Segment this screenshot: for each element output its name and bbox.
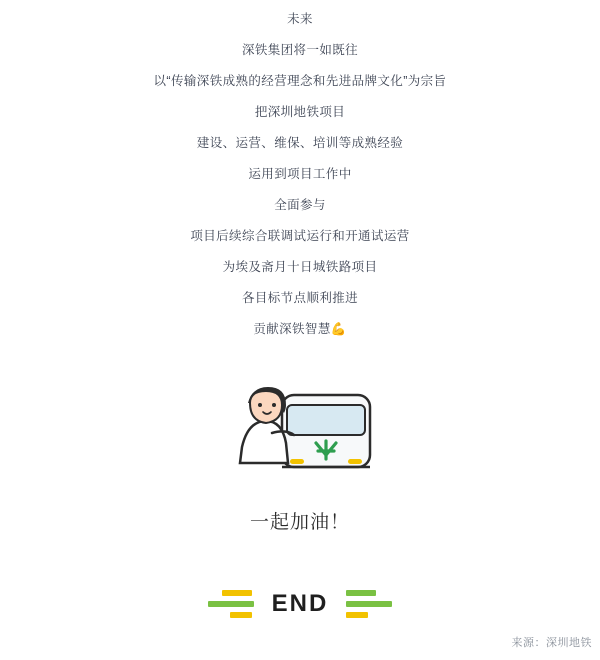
text-line: 项目后续综合联调试运行和开通试运营 [190,229,410,243]
person-and-metro-train-icon [220,373,380,491]
end-marker [0,590,600,618]
source-credit: 来源：深圳地铁 [511,637,592,649]
text-line: 为埃及斋月十日城铁路项目 [222,260,378,274]
text-line: 深铁集团将一如既往 [241,43,359,57]
text-line: 各目标节点顺利推进 [241,291,359,305]
text-line: 贡献深铁智慧💪 [253,322,347,336]
text-line: 建设、运营、维保、培训等成熟经验 [196,136,404,150]
caption-text: 一起加油！ [249,512,350,533]
text-line: 运用到项目工作中 [248,167,352,181]
illustration [0,373,600,491]
end-label: END [271,590,329,617]
decorative-dashes-right-icon [346,590,392,618]
text-line: 把深圳地铁项目 [254,105,346,119]
text-line: 全面参与 [274,198,326,212]
decorative-dashes-left-icon [208,590,254,618]
text-line: 以“传输深铁成熟的经营理念和先进品牌文化”为宗旨 [153,74,447,88]
text-line: 未来 [287,12,313,26]
